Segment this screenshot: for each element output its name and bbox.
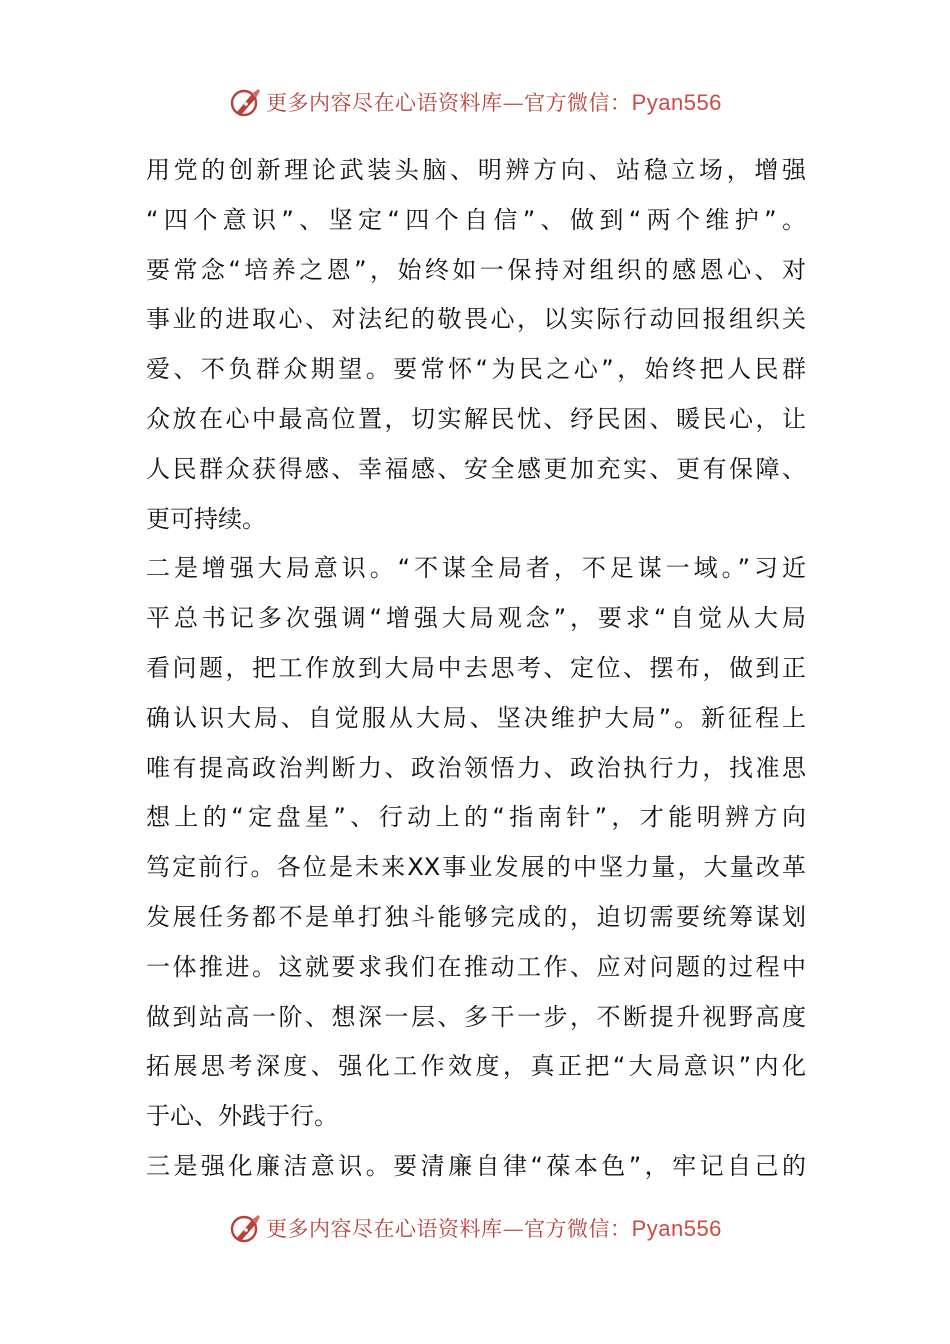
text-line: “四个意识”、坚定“四个自信”、做到“两个维护”。: [146, 205, 806, 234]
pen-nib-circle-icon: [228, 1211, 262, 1245]
banner-dash: —: [502, 91, 525, 115]
text-line: 笃定前行。各位是未来XX事业发展的中坚力量，大量改革: [146, 853, 806, 882]
document-body: [146, 146, 806, 1192]
text-line: 看问题，把工作放到大局中去思考、定位、摆布，做到正: [146, 653, 806, 682]
text-line: 唯有提高政治判断力、政治领悟力、政治执行力，找准思: [146, 753, 806, 782]
text-line: 拓展思考深度、强化工作效度，真正把“大局意识”内化: [146, 1052, 806, 1081]
banner-main: 更多内容尽在心语资料库: [266, 1217, 503, 1241]
banner-text: [266, 1213, 722, 1243]
text-line: 用党的创新理论武装头脑、明辨方向、站稳立场，增强: [146, 156, 806, 184]
text-line: 想上的“定盘星”、行动上的“指南针”，才能明辨方向: [146, 803, 806, 832]
text-line: 发展任务都不是单打独斗能够完成的，迫切需要统筹谋划: [146, 902, 806, 931]
banner-handle: Pyan556: [631, 90, 722, 115]
text-line: 一体推进。这就要求我们在推动工作、应对问题的过程中: [146, 952, 806, 981]
text-line: 众放在心中最高位置，切实解民忧、纾民困、暖民心，让: [146, 404, 806, 433]
pen-nib-circle-icon: [228, 85, 262, 119]
text-line: 三是强化廉洁意识。要清廉自律“葆本色”，牢记自己的: [146, 1151, 806, 1180]
text-line: 二是增强大局意识。“不谋全局者，不足谋一域。”习近: [146, 554, 806, 583]
text-line: 要常念“培养之恩”，始终如一保持对组织的感恩心、对: [146, 255, 806, 284]
text-line: 爱、不负群众期望。要常怀“为民之心”，始终把人民群: [146, 355, 806, 384]
text-line: 于心、外践于行。: [146, 1102, 338, 1131]
banner-text: [266, 87, 722, 117]
banner-dash: —: [502, 1217, 525, 1241]
banner-main: 更多内容尽在心语资料库: [266, 91, 503, 115]
banner-official: 官方微信：: [524, 1217, 632, 1241]
banner-official: 官方微信：: [524, 91, 632, 115]
text-line: 做到站高一阶、想深一层、多干一步，不断提升视野高度: [146, 1002, 806, 1031]
text-line: 平总书记多次强调“增强大局观念”，要求“自觉从大局: [146, 604, 806, 633]
text-line: 人民群众获得感、幸福感、安全感更加充实、更有保障、: [146, 454, 806, 483]
header-banner: [0, 82, 950, 122]
text-line: 事业的进取心、对法纪的敬畏心，以实际行动回报组织关: [146, 305, 806, 334]
text-line: 更可持续。: [146, 504, 266, 533]
footer-banner: [0, 1208, 950, 1248]
text-line: 确认识大局、自觉服从大局、坚决维护大局”。新征程上: [146, 703, 806, 732]
banner-handle: Pyan556: [631, 1216, 722, 1241]
